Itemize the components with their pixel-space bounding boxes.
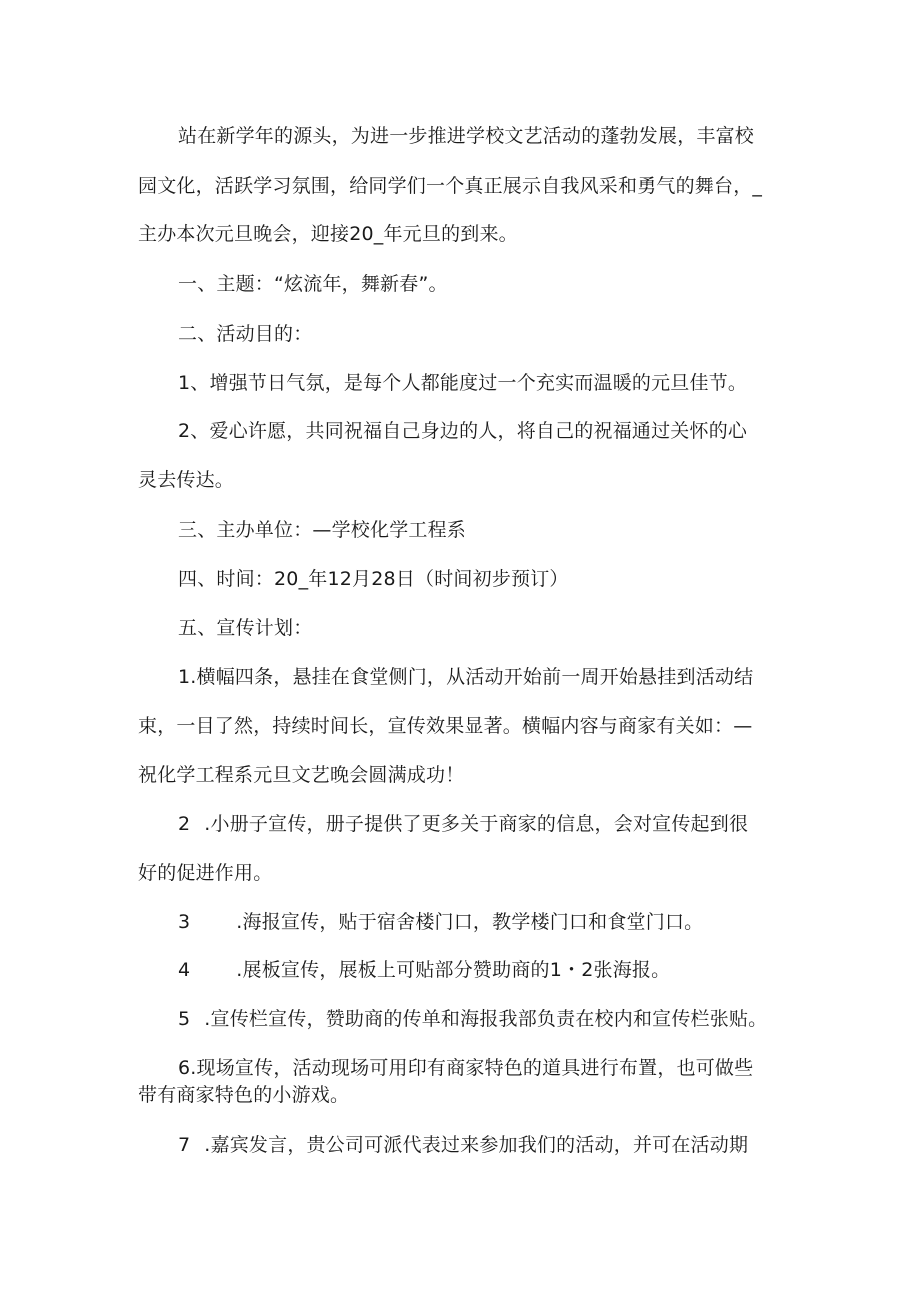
purpose-item-2-line-2: 灵去传达。 xyxy=(138,469,235,491)
promotion-item-2-line-1 xyxy=(178,812,748,836)
purpose-item-2-line-1: 2、爱心许愿，共同祝福自己身边的人，将自己的祝福通过关怀的心 xyxy=(178,420,748,442)
promotion-item-2-text: .小册子宣传，册子提供了更多关于商家的信息，会对宣传起到很 xyxy=(204,813,749,835)
promotion-item-4-text: .展板宣传，展板上可贴部分赞助商的1・2张海报。 xyxy=(236,959,671,981)
promotion-item-4-number: 4 xyxy=(178,959,191,981)
promotion-item-6-line-2: 带有商家特色的小游戏。 xyxy=(138,1084,350,1106)
promotion-item-5 xyxy=(178,1007,767,1031)
section-theme: 一、主题：“炫流年，舞新春”。 xyxy=(178,273,448,295)
promotion-item-3-text: .海报宣传，贴于宿舍楼门口，教学楼门口和食堂门口。 xyxy=(236,911,704,933)
section-time: 四、时间：20_年12月28日（时间初步预订） xyxy=(178,568,569,590)
paragraph-intro-line-3: 主办本次元旦晚会，迎接20_年元旦的到来。 xyxy=(138,223,518,245)
promotion-item-2-number: 2 xyxy=(178,813,191,835)
promotion-item-6-line-1: 6.现场宣传，活动现场可用印有商家特色的道具进行布置，也可做些 xyxy=(178,1057,754,1079)
promotion-item-3-number: 3 xyxy=(178,911,191,933)
promotion-item-7-text: .嘉宾发言，贵公司可派代表过来参加我们的活动，并可在活动期 xyxy=(204,1134,749,1156)
section-purpose-heading: 二、活动目的： xyxy=(178,323,313,345)
promotion-item-3 xyxy=(178,910,703,934)
promotion-item-1-line-2: 束，一目了然，持续时间长，宣传效果显著。横幅内容与商家有关如：— xyxy=(138,715,753,737)
promotion-item-7 xyxy=(178,1133,748,1157)
promotion-item-5-number: 5 xyxy=(178,1008,191,1030)
purpose-item-1: 1、增强节日气氛，是每个人都能度过一个充实而温暖的元旦佳节。 xyxy=(178,372,748,394)
promotion-item-2-line-2: 好的促进作用。 xyxy=(138,862,273,884)
promotion-item-1-line-1: 1.横幅四条，悬挂在食堂侧门，从活动开始前一周开始悬挂到活动结 xyxy=(178,666,754,688)
section-promotion-heading: 五、宣传计划： xyxy=(178,617,313,639)
paragraph-intro-line-2: 园文化，活跃学习氛围，给同学们一个真正展示自我风采和勇气的舞台，_ xyxy=(138,175,763,197)
promotion-item-7-number: 7 xyxy=(178,1134,191,1156)
promotion-item-5-text: .宣传栏宣传，赞助商的传单和海报我部负责在校内和宣传栏张贴。 xyxy=(204,1008,768,1030)
promotion-item-1-line-3: 祝化学工程系元旦文艺晚会圆满成功！ xyxy=(138,764,465,786)
promotion-item-4 xyxy=(178,958,670,982)
section-organizer: 三、主办单位：—学校化学工程系 xyxy=(178,519,467,541)
paragraph-intro-line-1: 站在新学年的源头，为进一步推进学校文艺活动的蓬勃发展，丰富校 xyxy=(178,125,755,147)
